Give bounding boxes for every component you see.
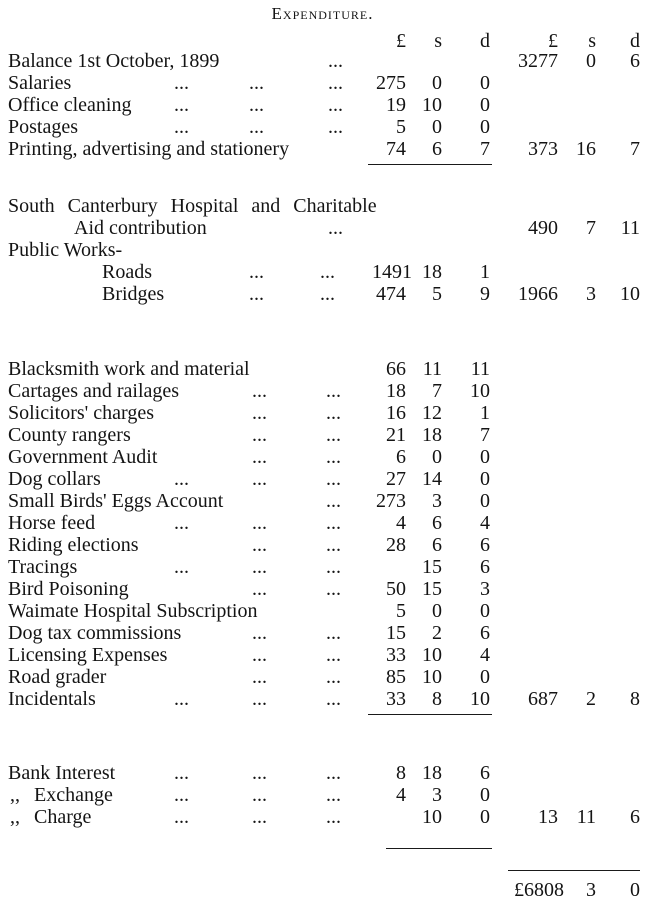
- amount-shillings: 0: [432, 600, 442, 622]
- amount-shillings: 5: [432, 283, 442, 305]
- dot-leader: ...: [252, 402, 267, 424]
- table-row: [0, 358, 645, 380]
- amount-pounds: 4: [396, 784, 406, 806]
- total-pounds: 13: [538, 806, 558, 828]
- amount-pounds: 50: [386, 578, 406, 600]
- total-shillings: 7: [586, 217, 596, 239]
- amount-pounds: 74: [386, 138, 406, 160]
- row-label: Waimate Hospital Subscription: [8, 600, 258, 622]
- amount-pence: 0: [480, 468, 490, 490]
- amount-pounds: 5: [396, 600, 406, 622]
- table-row: [0, 762, 645, 784]
- total-pounds: 490: [528, 217, 558, 239]
- row-label: Postages: [8, 116, 78, 138]
- row-label: County rangers: [8, 424, 131, 446]
- dot-leader: ...: [326, 644, 341, 666]
- amount-pence: 7: [480, 424, 490, 446]
- row-label: Printing, advertising and stationery: [8, 138, 290, 160]
- total-shillings: 16: [576, 138, 596, 160]
- dot-leader: ...: [252, 534, 267, 556]
- row-label: Riding elections: [8, 534, 139, 556]
- table-row: [0, 402, 645, 424]
- amount-shillings: 12: [422, 402, 442, 424]
- amount-shillings: 18: [422, 424, 442, 446]
- col-shillings-2: s: [588, 30, 596, 52]
- amount-shillings: 7: [432, 380, 442, 402]
- dot-leader: ...: [326, 512, 341, 534]
- amount-pounds: 15: [386, 622, 406, 644]
- grand-total-shillings: 3: [586, 879, 596, 901]
- amount-pence: 6: [480, 556, 490, 578]
- dot-leader: ...: [328, 116, 343, 138]
- row-label: Incidentals: [8, 688, 96, 710]
- row-label: Exchange: [34, 784, 113, 806]
- dot-leader: ...: [252, 446, 267, 468]
- total-pence: 10: [620, 283, 640, 305]
- dot-leader: ...: [174, 468, 189, 490]
- dot-leader: ...: [174, 72, 189, 94]
- amount-shillings: 3: [432, 784, 442, 806]
- amount-pounds: 85: [386, 666, 406, 688]
- table-row: [0, 217, 645, 239]
- table-row: [0, 50, 645, 72]
- grand-total-pence: 0: [630, 879, 640, 901]
- dot-leader: ...: [326, 556, 341, 578]
- dot-leader: ...: [326, 806, 341, 828]
- table-row: [0, 283, 645, 305]
- amount-shillings: 10: [422, 666, 442, 688]
- amount-pence: 4: [480, 512, 490, 534]
- amount-pence: 1: [480, 402, 490, 424]
- row-label: Balance 1st October, 1899: [8, 50, 220, 72]
- table-row: [0, 116, 645, 138]
- dot-leader: ...: [252, 622, 267, 644]
- dot-leader: ...: [174, 556, 189, 578]
- dot-leader: ...: [252, 784, 267, 806]
- dot-leader: ...: [326, 666, 341, 688]
- amount-shillings: 2: [432, 622, 442, 644]
- dot-leader: ...: [249, 116, 264, 138]
- total-shillings: 0: [586, 50, 596, 72]
- row-label: Road grader: [8, 666, 107, 688]
- table-row: [0, 261, 645, 283]
- dot-leader: ...: [320, 261, 335, 283]
- dot-leader: ...: [326, 490, 341, 512]
- dot-leader: ...: [252, 424, 267, 446]
- amount-shillings: 6: [432, 534, 442, 556]
- table-row: [0, 688, 645, 710]
- dot-leader: ...: [320, 283, 335, 305]
- amount-pounds: 18: [386, 380, 406, 402]
- dot-leader: ...: [326, 762, 341, 784]
- dot-leader: ...: [252, 468, 267, 490]
- dot-leader: ...: [174, 784, 189, 806]
- amount-pence: 0: [480, 600, 490, 622]
- ditto-mark: ,,: [10, 806, 20, 828]
- total-pounds: 3277: [518, 50, 558, 72]
- amount-pence: 0: [480, 784, 490, 806]
- table-row: [0, 806, 645, 828]
- row-label: Solicitors' charges: [8, 402, 154, 424]
- amount-pence: 9: [480, 283, 490, 305]
- amount-pounds: 66: [386, 358, 406, 380]
- dot-leader: ...: [249, 72, 264, 94]
- total-shillings: 2: [586, 688, 596, 710]
- amount-shillings: 3: [432, 490, 442, 512]
- row-label: Government Audit: [8, 446, 158, 468]
- row-label: Aid contribution: [74, 217, 207, 239]
- row-label: Bank Interest: [8, 762, 116, 784]
- row-label: Tracings: [8, 556, 78, 578]
- table-row: [0, 578, 645, 600]
- table-row: [0, 424, 645, 446]
- row-label: Blacksmith work and material: [8, 358, 250, 380]
- amount-shillings: 0: [432, 72, 442, 94]
- dot-leader: ...: [326, 380, 341, 402]
- col-pence-2: d: [630, 30, 640, 52]
- amount-shillings: 11: [422, 358, 442, 380]
- table-row: [0, 490, 645, 512]
- amount-pence: 0: [480, 446, 490, 468]
- row-label: Cartages and railages: [8, 380, 180, 402]
- dot-leader: ...: [252, 806, 267, 828]
- amount-shillings: 18: [422, 762, 442, 784]
- dot-leader: ...: [249, 94, 264, 116]
- total-shillings: 11: [576, 806, 596, 828]
- page-title: Expenditure.: [271, 4, 374, 23]
- amount-pounds: 33: [386, 688, 406, 710]
- amount-pence: 0: [480, 72, 490, 94]
- total-pence: 8: [630, 688, 640, 710]
- total-pence: 7: [630, 138, 640, 160]
- table-row: [0, 94, 645, 116]
- dot-leader: ...: [174, 806, 189, 828]
- table-row: [0, 600, 645, 622]
- row-label: Salaries: [8, 72, 72, 94]
- grand-total-pounds: £6808: [514, 879, 564, 901]
- table-row: [0, 534, 645, 556]
- table-row: [0, 512, 645, 534]
- amount-pence: 0: [480, 94, 490, 116]
- dot-leader: ...: [328, 72, 343, 94]
- amount-pence: 0: [480, 490, 490, 512]
- total-shillings: 3: [586, 283, 596, 305]
- table-row: [0, 666, 645, 688]
- column-header-row: [0, 30, 645, 52]
- amount-pence: 3: [480, 578, 490, 600]
- amount-pounds: 273: [376, 490, 406, 512]
- amount-shillings: 10: [422, 806, 442, 828]
- amount-pence: 4: [480, 644, 490, 666]
- amount-pence: 6: [480, 622, 490, 644]
- dot-leader: ...: [326, 468, 341, 490]
- subtotal-rule: [386, 848, 492, 849]
- amount-shillings: 15: [422, 578, 442, 600]
- col-pounds-2: £: [548, 30, 558, 52]
- dot-leader: ...: [174, 688, 189, 710]
- dot-leader: ...: [252, 578, 267, 600]
- row-label: Dog collars: [8, 468, 101, 490]
- table-row: [0, 644, 645, 666]
- table-row: [0, 622, 645, 644]
- dot-leader: ...: [326, 578, 341, 600]
- row-label: Horse feed: [8, 512, 96, 534]
- amount-shillings: 6: [432, 512, 442, 534]
- dot-leader: ...: [252, 556, 267, 578]
- dot-leader: ...: [249, 261, 264, 283]
- amount-shillings: 10: [422, 644, 442, 666]
- table-row: [0, 556, 645, 578]
- amount-pounds: 5: [396, 116, 406, 138]
- row-label: Bird Poisoning: [8, 578, 129, 600]
- subtotal-rule: [368, 164, 492, 165]
- dot-leader: ...: [174, 116, 189, 138]
- dot-leader: ...: [252, 644, 267, 666]
- ditto-mark: ,,: [10, 784, 20, 806]
- dot-leader: ...: [174, 94, 189, 116]
- amount-pence: 10: [470, 688, 490, 710]
- amount-pence: 6: [480, 762, 490, 784]
- row-label: Bridges: [102, 283, 165, 305]
- dot-leader: ...: [326, 402, 341, 424]
- row-label: South Canterbury Hospital and Charitable: [8, 195, 377, 217]
- amount-pence: 7: [480, 138, 490, 160]
- total-pounds: 1966: [518, 283, 558, 305]
- amount-pence: 10: [470, 380, 490, 402]
- row-label: Licensing Expenses: [8, 644, 168, 666]
- dot-leader: ...: [328, 94, 343, 116]
- dot-leader: ...: [174, 762, 189, 784]
- table-row: [0, 784, 645, 806]
- table-row: [0, 138, 645, 160]
- dot-leader: ...: [328, 50, 343, 72]
- amount-pounds: 16: [386, 402, 406, 424]
- amount-shillings: 0: [432, 446, 442, 468]
- dot-leader: ...: [252, 380, 267, 402]
- amount-pounds: 4: [396, 512, 406, 534]
- dot-leader: ...: [326, 424, 341, 446]
- table-row: [0, 468, 645, 490]
- col-pence-1: d: [480, 30, 490, 52]
- table-row: [0, 72, 645, 94]
- dot-leader: ...: [249, 283, 264, 305]
- amount-pence: 0: [480, 116, 490, 138]
- amount-pounds: 6: [396, 446, 406, 468]
- amount-pounds: 28: [386, 534, 406, 556]
- dot-leader: ...: [174, 512, 189, 534]
- total-rule: [508, 870, 640, 871]
- amount-shillings: 10: [422, 94, 442, 116]
- amount-pounds: 19: [386, 94, 406, 116]
- row-label: Public Works-: [8, 239, 123, 261]
- dot-leader: ...: [328, 217, 343, 239]
- table-row: [0, 446, 645, 468]
- amount-shillings: 15: [422, 556, 442, 578]
- table-row: [0, 380, 645, 402]
- row-label: Charge: [34, 806, 92, 828]
- amount-pence: 11: [470, 358, 490, 380]
- table-row: [0, 195, 645, 217]
- amount-pounds: 21: [386, 424, 406, 446]
- subtotal-rule: [368, 714, 492, 715]
- dot-leader: ...: [326, 446, 341, 468]
- dot-leader: ...: [252, 512, 267, 534]
- amount-pounds: 27: [386, 468, 406, 490]
- amount-pence: 6: [480, 534, 490, 556]
- col-shillings-1: s: [434, 30, 442, 52]
- dot-leader: ...: [326, 688, 341, 710]
- amount-pounds: 474: [376, 283, 406, 305]
- row-label: Roads: [102, 261, 152, 283]
- dot-leader: ...: [252, 666, 267, 688]
- amount-shillings: 8: [432, 688, 442, 710]
- amount-shillings: 0: [432, 116, 442, 138]
- grand-total-row: [0, 879, 645, 901]
- dot-leader: ...: [326, 534, 341, 556]
- amount-shillings: 18: [422, 261, 442, 283]
- row-label: Dog tax commissions: [8, 622, 182, 644]
- row-label: Office cleaning: [8, 94, 132, 116]
- amount-pence: 0: [480, 806, 490, 828]
- dot-leader: ...: [252, 688, 267, 710]
- amount-pence: 1: [480, 261, 490, 283]
- total-pence: 6: [630, 50, 640, 72]
- amount-pounds: 8: [396, 762, 406, 784]
- total-pounds: 687: [528, 688, 558, 710]
- amount-pence: 0: [480, 666, 490, 688]
- amount-pounds: 275: [376, 72, 406, 94]
- dot-leader: ...: [252, 762, 267, 784]
- amount-shillings: 6: [432, 138, 442, 160]
- dot-leader: ...: [326, 622, 341, 644]
- col-pounds-1: £: [396, 30, 406, 52]
- total-pence: 11: [620, 217, 640, 239]
- total-pounds: 373: [528, 138, 558, 160]
- dot-leader: ...: [326, 784, 341, 806]
- amount-shillings: 14: [422, 468, 442, 490]
- amount-pounds: 1491: [372, 261, 412, 283]
- table-row: [0, 239, 645, 261]
- row-label: Small Birds' Eggs Account: [8, 490, 224, 512]
- total-pence: 6: [630, 806, 640, 828]
- amount-pounds: 33: [386, 644, 406, 666]
